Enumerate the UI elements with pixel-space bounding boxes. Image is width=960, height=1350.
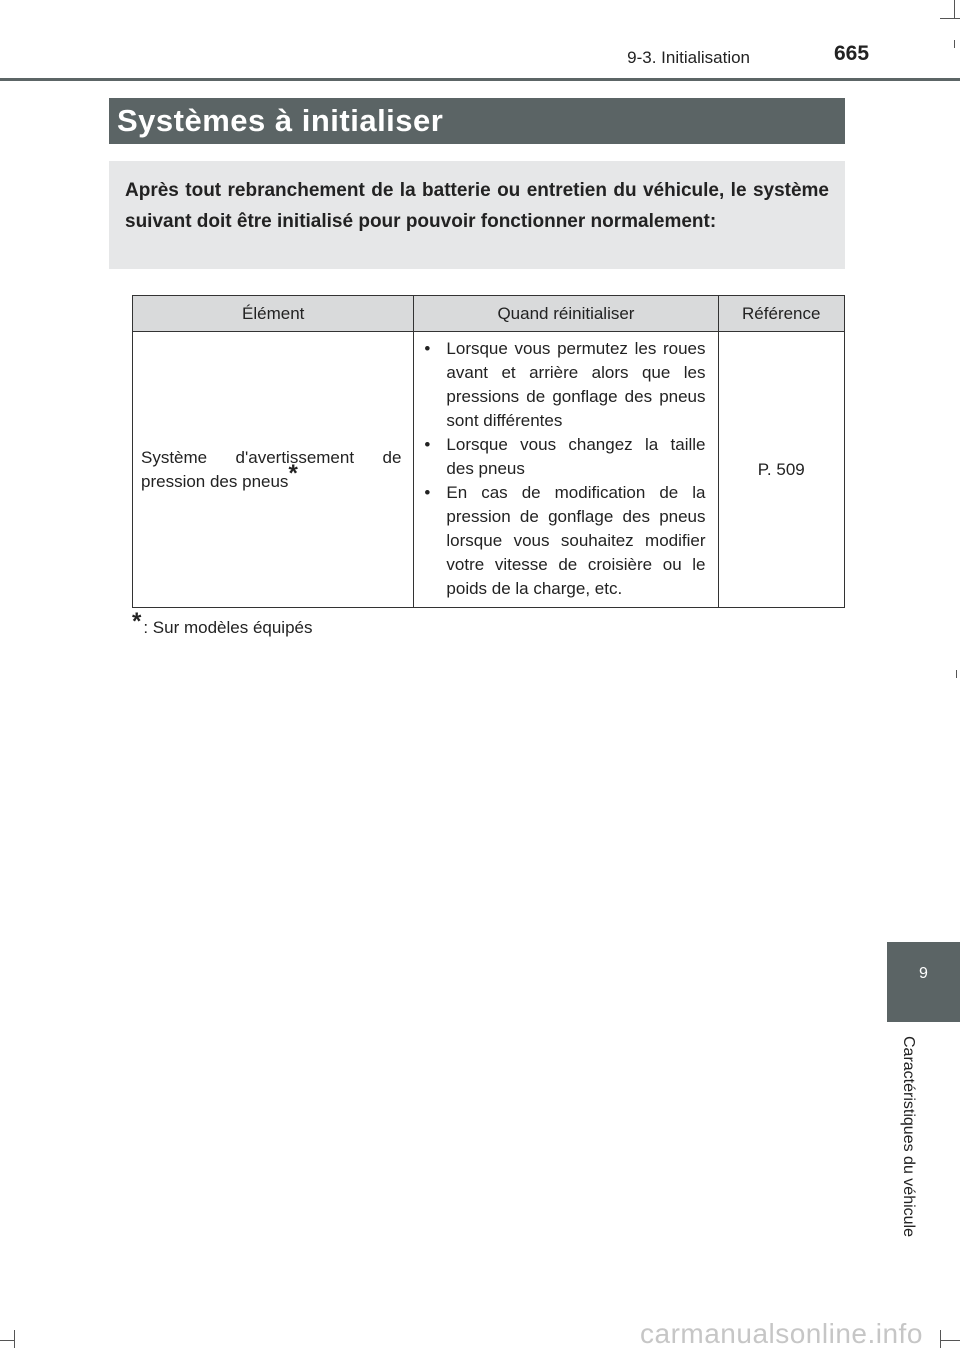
bullet: • bbox=[424, 339, 431, 358]
section-title-bar bbox=[109, 98, 845, 144]
bullet: • bbox=[424, 435, 431, 454]
page-number: 665 bbox=[834, 42, 870, 65]
cell-reference bbox=[718, 332, 844, 608]
crop-mark bbox=[14, 1330, 15, 1348]
section-label: 9-3. Initialisation bbox=[627, 48, 750, 67]
crop-mark bbox=[954, 40, 955, 48]
column-header-item: Élément bbox=[133, 296, 414, 332]
section-title: Systèmes à initialiser bbox=[117, 103, 444, 138]
chapter-tab bbox=[887, 942, 960, 1022]
chapter-number: 9 bbox=[919, 965, 928, 982]
list-item bbox=[422, 481, 705, 601]
running-header bbox=[0, 0, 960, 82]
footnote-text: : Sur modèles équipés bbox=[143, 618, 313, 637]
crop-mark bbox=[940, 1330, 941, 1348]
footnote bbox=[132, 608, 313, 638]
table-row bbox=[133, 332, 845, 608]
watermark: carmanualsonline.info bbox=[640, 1318, 923, 1349]
page-reference-link[interactable]: P. 509 bbox=[757, 459, 805, 479]
when-text: En cas de modification de la pression de gonflage des pneus lorsque vous souhaitez modifier votre vitesse de croisière ou le poids de la charge, etc. bbox=[446, 483, 706, 598]
when-text: Lorsque vous changez la taille des pneus bbox=[446, 435, 706, 478]
chapter-title: Caractéristiques du véhicule bbox=[900, 1036, 917, 1237]
cell-item bbox=[133, 332, 414, 608]
chapter-label bbox=[895, 1036, 919, 1256]
crop-mark bbox=[940, 18, 960, 19]
item-name: Système d'avertissement de pression des pneus bbox=[141, 447, 402, 491]
intro-text: Après tout rebranchement de la batterie ou entretien du véhicule, le système suivant doit être initialisé pour pouvoir fonctionner normalement: bbox=[125, 180, 829, 232]
list-item bbox=[422, 337, 705, 433]
bullet: • bbox=[424, 483, 431, 502]
footnote-mark: * bbox=[132, 608, 142, 635]
column-header-when: Quand réinitialiser bbox=[414, 296, 718, 332]
crop-mark bbox=[956, 670, 957, 678]
crop-mark bbox=[954, 0, 955, 18]
intro-box bbox=[109, 161, 845, 269]
header-rule bbox=[0, 78, 960, 81]
cell-when bbox=[414, 332, 718, 608]
column-header-reference: Référence bbox=[718, 296, 844, 332]
list-item bbox=[422, 433, 705, 481]
crop-mark bbox=[940, 1340, 960, 1341]
when-list bbox=[414, 332, 717, 607]
crop-mark bbox=[0, 1340, 14, 1341]
table-header-row bbox=[133, 296, 845, 332]
when-text: Lorsque vous permutez les roues avant et arrière alors que les pressions de gonflage des pneus sont différentes bbox=[446, 339, 706, 430]
item-footnote-mark: * bbox=[288, 459, 298, 487]
initialization-table bbox=[132, 295, 845, 608]
